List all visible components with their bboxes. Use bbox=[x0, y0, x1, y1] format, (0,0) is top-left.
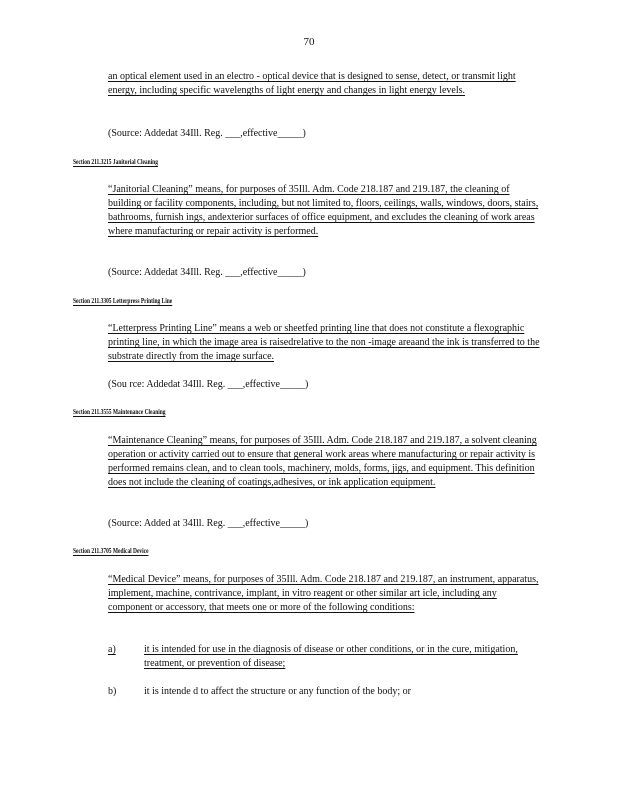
source-note-1: (Source: Addedat 34Ill. Reg. ___,effective_____) bbox=[108, 128, 306, 139]
source-note-2: (Source: Addedat 34Ill. Reg. ___,effective_____) bbox=[108, 267, 306, 278]
condition-list-item-a bbox=[108, 643, 540, 671]
list-text-a: it is intended for use in the diagnosis of disease or other conditions, or in the cure, mitigation, treatment, or prevention of disease; bbox=[144, 644, 518, 669]
definition-janitorial-cleaning: “Janitorial Cleaning” means, for purposes of 35Ill. Adm. Code 218.187 and 219.187, the cleaning of building or facility components, including, but not limited to, floors, ceilings, walls, windows, doors, stairs, bathrooms, furnish ings, andexterior surfaces of office equipment, and excludes the cleaning of work areas where manufacturing or repair activity is performed. bbox=[108, 184, 539, 237]
definition-letterpress-printing-line: “Letterpress Printing Line” means a web or sheetfed printing line that does not constitute a flexographic printing line, in which the image area is raisedrelative to the non -image areaand the ink is transferred to the substrate directly from the image surface. bbox=[108, 323, 540, 362]
source-note-3: (Sou rce: Addedat 34Ill. Reg. ___,effective_____) bbox=[108, 379, 309, 390]
source-note-4: (Source: Added at 34Ill. Reg. ___,effective_____) bbox=[108, 518, 309, 529]
condition-list-item-b bbox=[108, 685, 540, 699]
page-number: 70 bbox=[303, 36, 315, 48]
section-heading-medical-device: Section 211.3705 Medical Device bbox=[73, 547, 149, 555]
section-heading-janitorial-cleaning: Section 211.3215 Janitorial Cleaning bbox=[73, 158, 158, 166]
list-marker-a: a) bbox=[108, 644, 116, 655]
section-heading-maintenance-cleaning: Section 211.3555 Maintenance Cleaning bbox=[73, 408, 166, 416]
intro-paragraph: an optical element used in an electro - optical device that is designed to sense, detect, or transmit light energy, including specific wavelengths of light energy and changes in light energy levels. bbox=[108, 71, 516, 96]
definition-medical-device: “Medical Device” means, for purposes of 35Ill. Adm. Code 218.187 and 219.187, an instrument, apparatus, implement, machine, contrivance, implant, in vitro reagent or other similar art icle, including any component or accessory, that meets one or more of the following conditions: bbox=[108, 574, 539, 613]
list-text-b: it is intende d to affect the structure or any function of the body; or bbox=[144, 686, 411, 697]
definition-maintenance-cleaning: “Maintenance Cleaning” means, for purposes of 35Ill. Adm. Code 218.187 and 219.187, a solvent cleaning operation or activity carried out to ensure that general work areas where manufacturing or repair activity is performed remains clean, and to clean tools, machinery, molds, forms, jigs, and equipment. This definition does not include the cleaning of coatings,adhesives, or ink application equipment. bbox=[108, 435, 537, 488]
section-heading-letterpress-printing-line: Section 211.3305 Letterpress Printing Line bbox=[73, 297, 173, 305]
list-marker-b: b) bbox=[108, 686, 117, 697]
